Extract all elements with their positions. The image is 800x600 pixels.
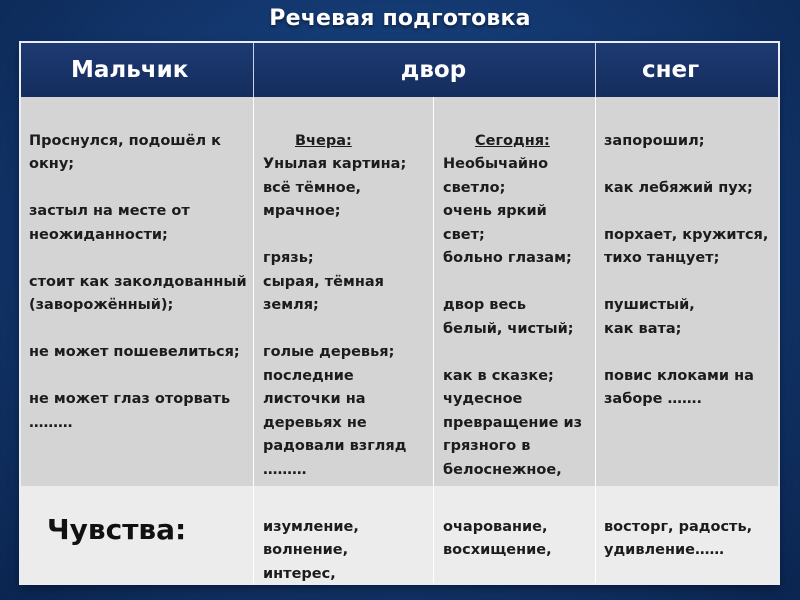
header-yard [254,43,596,97]
feelings-label: Чувства: [47,512,187,546]
yard-today-text: Необычайно светло; очень яркий свет; больно глазам; двор весь белый, чистый; как в сказке; чудесное превращение из грязного в белоснежное, [443,156,583,478]
header-boy [21,43,254,97]
feelings-snow-text: восторг, радость, удивление…… [604,518,753,558]
header-snow [596,43,778,97]
cell-feelings-snow [596,486,778,583]
cell-snow-descriptions [596,97,778,486]
header-boy-label: Мальчик [71,57,189,83]
speech-preparation-table [21,43,778,583]
yard-yesterday-heading: Вчера: [295,132,352,149]
cell-boy-actions [21,97,254,486]
cell-feelings-yesterday [254,486,434,583]
cell-yard-today [434,97,596,486]
cell-yard-yesterday [254,97,434,486]
header-yard-label: двор [400,57,467,83]
yard-yesterday-text: Унылая картина; всё тёмное, мрачное; грязь; сырая, тёмная земля; голые деревья; последние листочки на деревьях не радовали взгляд ……… [263,156,407,478]
boy-actions-text: Проснулся, подошёл к окну; застыл на месте от неожиданности; стоит как заколдованный (заворожённый); не может пошевелиться; не может глаз оторвать ……… [29,132,247,431]
slide-title: Речевая подготовка [269,6,531,31]
cell-feelings-today [434,486,596,583]
header-snow-label: снег [642,57,700,83]
snow-descriptions-text: запорошил; как лебяжий пух; порхает, кружится, тихо танцует; пушистый, как вата; повис клоками на заборе ……. [604,132,769,407]
yard-today-heading: Сегодня: [475,132,550,149]
feelings-yesterday-text: изумление, волнение, интерес, [263,518,359,582]
feelings-today-text: очарование, восхищение, [443,518,552,558]
cell-feelings-label [21,486,254,583]
